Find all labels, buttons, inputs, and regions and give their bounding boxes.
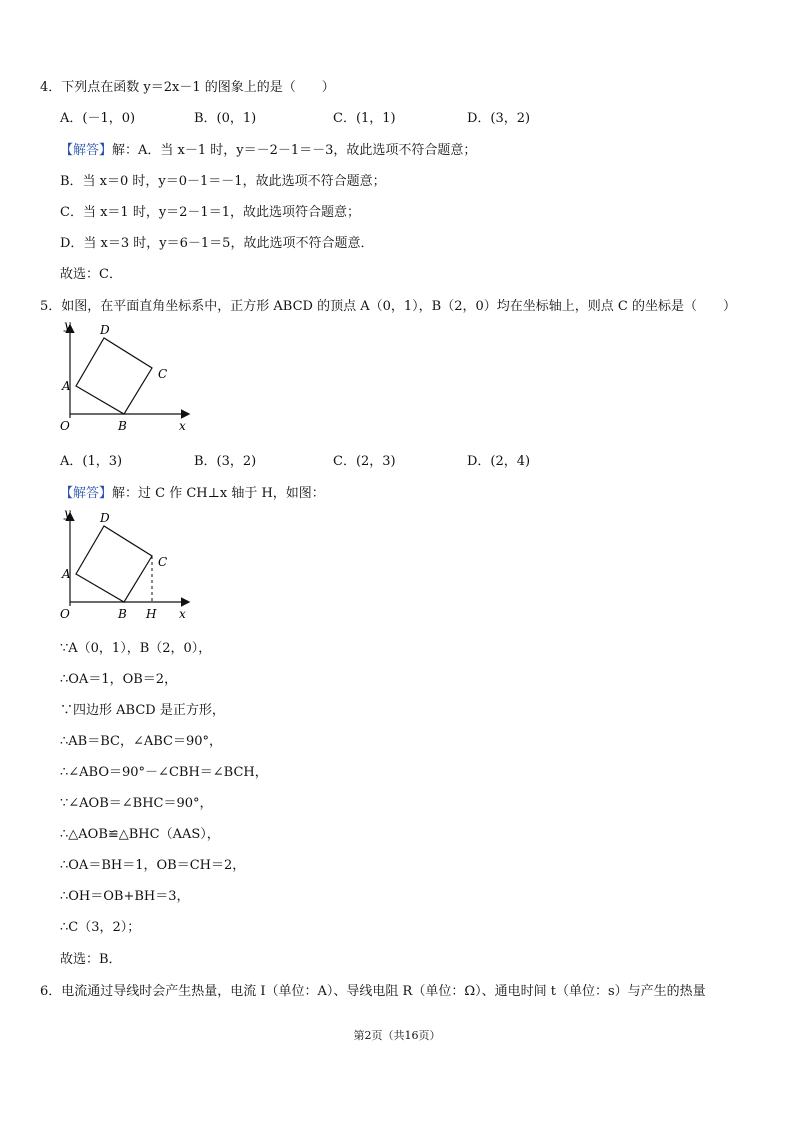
q5-figure — [58, 318, 198, 436]
label-x: x — [179, 607, 186, 621]
label-c: C — [158, 367, 168, 381]
q5-solution-text: 解：过 C 作 CH⊥x 轴于 H，如图： — [112, 486, 325, 501]
q4-solution-line4: D．当 x＝3 时，y＝6－1＝5，故此选项不符合题意． — [60, 236, 374, 251]
q4-solution-line3: C．当 x＝1 时，y＝2－1＝1，故此选项符合题意； — [60, 205, 360, 220]
q4-solution-line1 — [60, 142, 476, 160]
q5-step: ∴△AOB≌△BHC（AAS）， — [60, 827, 220, 842]
q5-step: ∴OA＝1，OB＝2， — [60, 672, 178, 687]
q5-option-a: A．(1，3) — [60, 454, 123, 469]
label-a: A — [62, 379, 71, 393]
q6-stem: 6．电流通过导线时会产生热量，电流 I（单位：A）、导线电阻 R（单位：Ω）、通电时间 t（单位：s）与产生的热量 — [40, 984, 706, 999]
q4-solution-text: 解：A．当 x－1 时，y＝－2－1＝－3，故此选项不符合题意； — [112, 143, 477, 158]
q5-step: ∴∠ABO＝90°－∠CBH＝∠BCH， — [60, 765, 268, 780]
q4-option-d: D．(3，2) — [467, 111, 531, 126]
label-d: D — [100, 511, 110, 525]
q4-option-a: A．(－1，0) — [60, 111, 136, 126]
label-o: O — [60, 419, 70, 433]
q5-solution-figure — [58, 506, 198, 624]
label-b: B — [118, 607, 127, 621]
q4-answer-tag: 【解答】 — [60, 143, 113, 158]
q5-step: ∴OA＝BH＝1，OB＝CH＝2， — [60, 858, 246, 873]
q5-solution-intro — [60, 485, 325, 503]
page-footer: 第2页（共16页） — [353, 1029, 441, 1042]
q5-step: ∴AB＝BC，∠ABC＝90°， — [60, 734, 223, 749]
q5-step: ∴C（3，2）； — [60, 920, 141, 935]
q4-stem: 4．下列点在函数 y＝2x－1 的图象上的是（ ） — [40, 80, 335, 95]
q5-step: ∴OH＝OB+BH＝3， — [60, 889, 190, 904]
q5-option-c: C．(2，3) — [333, 454, 396, 469]
q5-choice: 故选：B． — [60, 952, 122, 967]
label-x: x — [179, 419, 186, 433]
q4-option-c: C．(1，1) — [333, 111, 396, 126]
q5-option-b: B．(3，2) — [194, 454, 257, 469]
q5-option-d: D．(2，4) — [467, 454, 531, 469]
q5-step: ∵∠AOB＝∠BHC＝90°， — [60, 796, 213, 811]
label-a: A — [62, 567, 71, 581]
label-y: y — [64, 318, 71, 332]
q5-stem: 5．如图，在平面直角坐标系中，正方形 ABCD 的顶点 A（0，1），B（2，0）均在坐标轴上，则点 C 的坐标是（ ） — [40, 299, 736, 314]
square-abcd — [76, 526, 152, 602]
square-abcd — [76, 338, 152, 414]
label-h: H — [146, 607, 157, 621]
label-c: C — [158, 555, 168, 569]
q4-choice: 故选：C． — [60, 267, 122, 282]
q5-step: ∵A（0，1），B（2，0）， — [60, 641, 212, 656]
label-o: O — [60, 607, 70, 621]
q4-option-b: B．(0，1) — [194, 111, 257, 126]
label-b: B — [118, 419, 127, 433]
label-y: y — [64, 506, 71, 520]
q4-solution-line2: B．当 x＝0 时，y＝0－1＝－1，故此选项不符合题意； — [60, 174, 386, 189]
q5-step: ∵四边形 ABCD 是正方形， — [60, 703, 225, 718]
q5-answer-tag: 【解答】 — [60, 486, 113, 501]
label-d: D — [100, 323, 110, 337]
